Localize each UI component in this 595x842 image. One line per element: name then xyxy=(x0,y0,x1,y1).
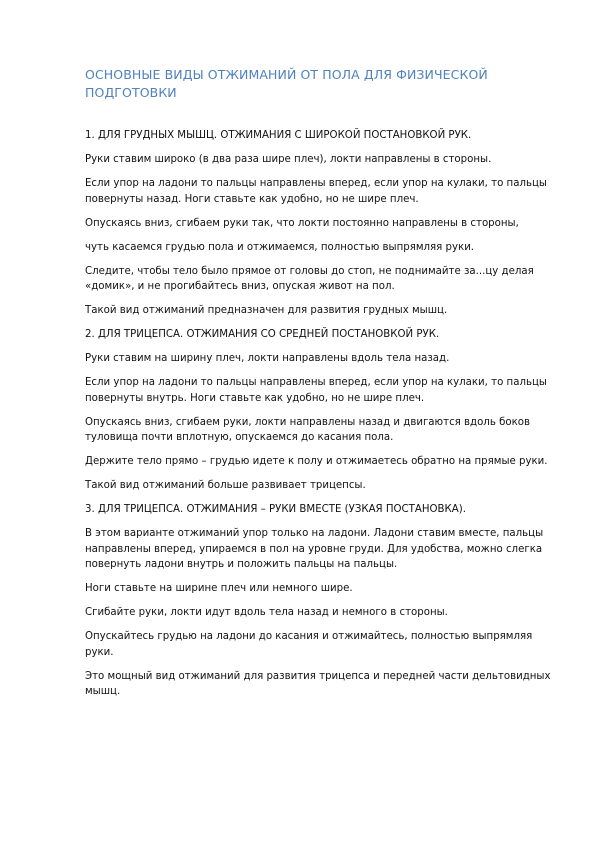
paragraph: чуть касаемся грудью пола и отжимаемся, полностью выпрямляя руки. xyxy=(85,241,475,253)
paragraph: Опускаясь вниз, сгибаем руки так, что локти постоянно направлены в стороны, xyxy=(85,217,519,229)
paragraph: Это мощный вид отжиманий для развития трицепса и передней части дельтовидных мышц. xyxy=(85,670,551,697)
document-page xyxy=(85,66,555,708)
paragraph: Если упор на ладони то пальцы направлены вперед, если упор на кулаки, то пальцы повернуты назад. Ноги ставьте как удобно, но не шире плеч. xyxy=(85,178,547,205)
paragraph: Руки ставим на ширину плеч, локти направлены вдоль тела назад. xyxy=(85,353,450,364)
document-title: ОСНОВНЫЕ ВИДЫ ОТЖИМАНИЙ ОТ ПОЛА ДЛЯ ФИЗИЧЕСКОЙ ПОДГОТОВКИ xyxy=(85,67,488,100)
paragraph: Опускаясь вниз, сгибаем руки, локти направлены назад и двигаются вдоль боков туловища почти вплотную, опускаемся до касания пола. xyxy=(85,416,530,443)
paragraph: Следите, чтобы тело было прямое от головы до стоп, не поднимайте за...цу делая «домик», и не прогибайтесь вниз, опуская живот на пол. xyxy=(85,265,534,292)
paragraph: Такой вид отжиманий больше развивает трицепсы. xyxy=(85,480,366,491)
paragraph: Держите тело прямо – грудью идете к полу и отжимаетесь обратно на прямые руки. xyxy=(85,456,548,467)
section-heading-triceps-medium: 2. ДЛЯ ТРИЦЕПСА. ОТЖИМАНИЯ СО СРЕДНЕЙ ПОСТАНОВКОЙ РУК. xyxy=(85,329,440,340)
paragraph: Если упор на ладони то пальцы направлены вперед, если упор на кулаки, то пальцы повернуты внутрь. Ноги ставьте как удобно, но не шире плеч. xyxy=(85,377,547,404)
paragraph: Опускайтесь грудью на ладони до касания и отжимайтесь, полностью выпрямляя руки. xyxy=(85,631,533,658)
paragraph: Руки ставим широко (в два раза шире плеч), локти направлены в стороны. xyxy=(85,154,492,165)
paragraph: Такой вид отжиманий предназначен для развития грудных мышц. xyxy=(85,305,448,316)
section-heading-triceps-narrow: 3. ДЛЯ ТРИЦЕПСА. ОТЖИМАНИЯ – РУКИ ВМЕСТЕ (УЗКАЯ ПОСТАНОВКА). xyxy=(85,504,466,515)
paragraph: Сгибайте руки, локти идут вдоль тела назад и немного в стороны. xyxy=(85,607,448,618)
paragraph: В этом варианте отжиманий упор только на ладони. Ладони ставим вместе, пальцы направлены вперед, упираемся в пол на уровне груди. Для удобства, можно слегка повернуть ладони внутрь и положить пальцы на пальцы. xyxy=(85,528,544,570)
paragraph: Ноги ставьте на ширине плеч или немного шире. xyxy=(85,583,353,594)
section-heading-chest: 1. ДЛЯ ГРУДНЫХ МЫШЦ. ОТЖИМАНИЯ С ШИРОКОЙ ПОСТАНОВКОЙ РУК. xyxy=(85,130,472,141)
